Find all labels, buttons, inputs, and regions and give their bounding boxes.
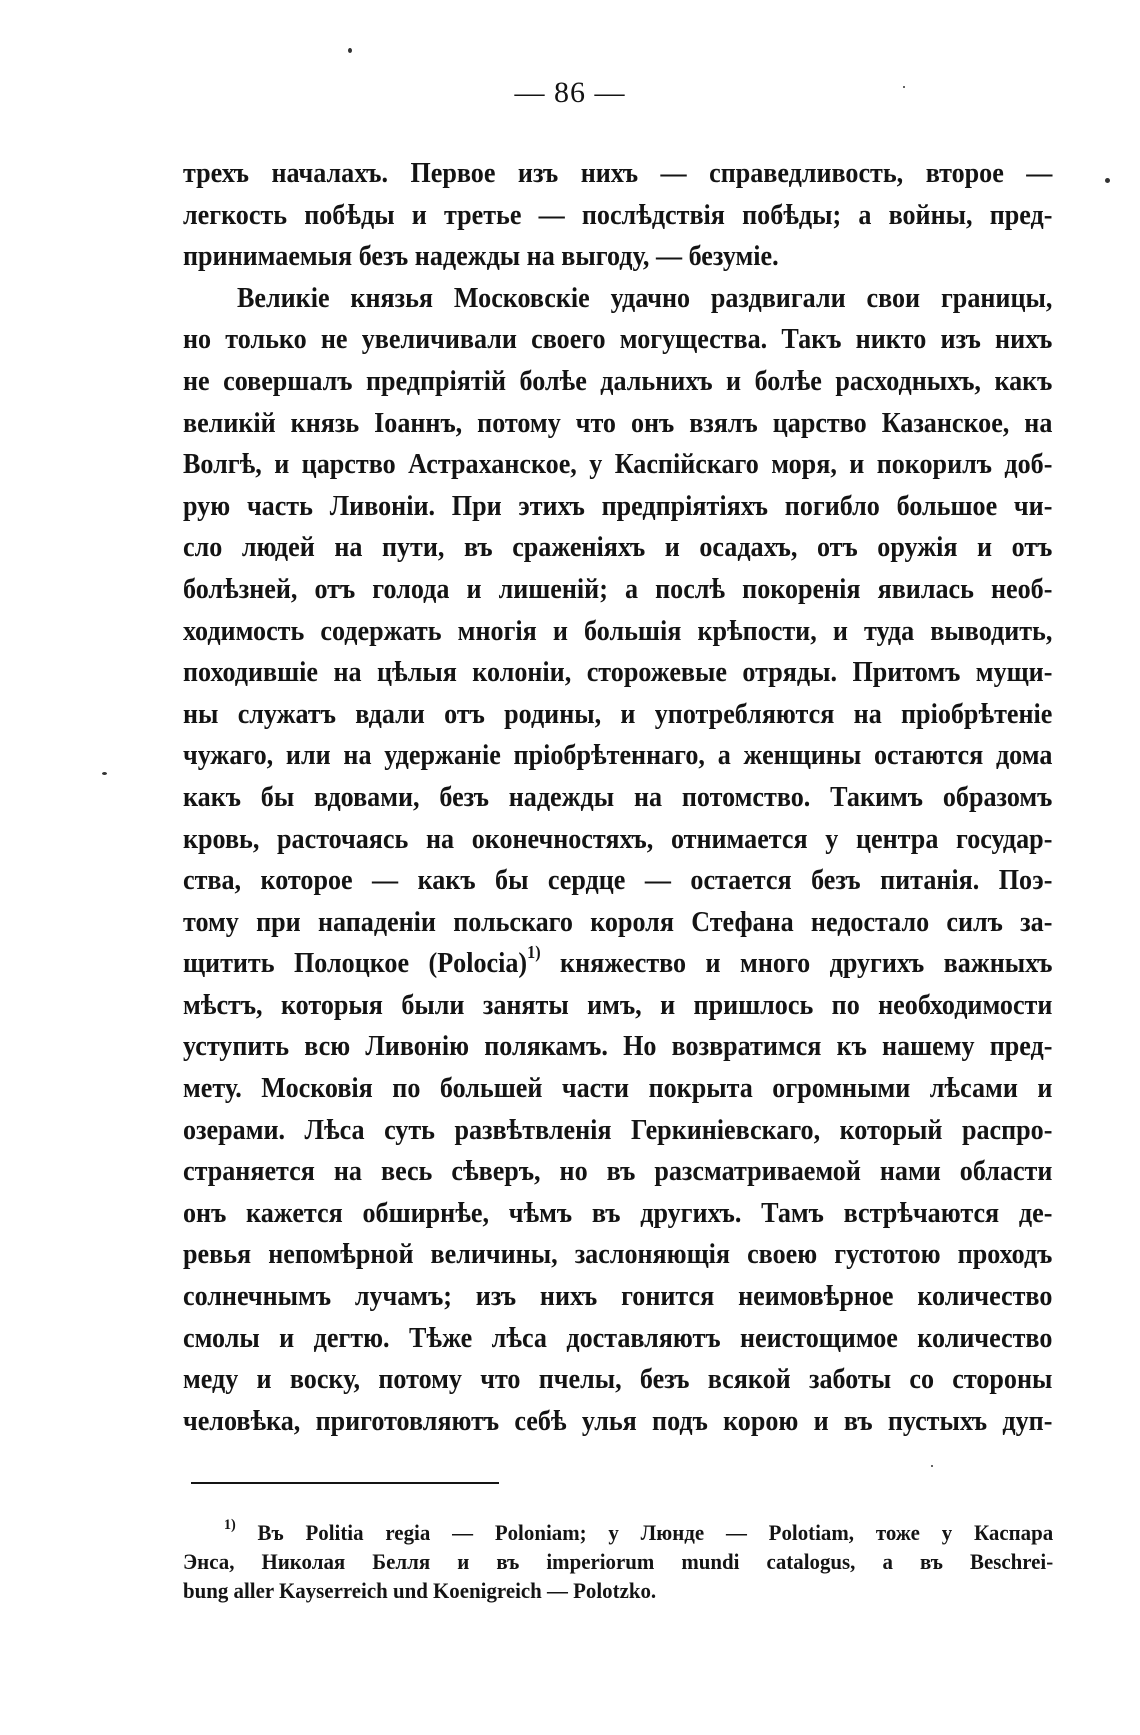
text-line: кровь, расточаясь на оконечностяхъ, отнимается у центра государ- [183, 822, 1053, 855]
print-speck [931, 1465, 933, 1467]
text-line: чужаго, или на удержаніе пріобрѣтеннаго, а женщины остаются дома [183, 739, 1053, 772]
footnotes [183, 1518, 1053, 1605]
text-line: рую часть Ливоніи. При этихъ предпріятіяхъ погибло большое чи- [183, 489, 1053, 522]
footnote-line: bung aller Kayserreich und Koenigreich — Polotzko. [183, 1578, 657, 1603]
text-line: смолы и дегтю. Тѣже лѣса доставляютъ неистощимое количество [183, 1321, 1053, 1354]
text-line: ства, которое — какъ бы сердце — остается безъ питанія. Поэ- [183, 864, 1053, 897]
text-line: ны служатъ вдали отъ родины, и употребляются на пріобрѣтеніе [183, 697, 1053, 730]
text-line: но только не увеличивали своего могущества. Такъ никто изъ нихъ [183, 323, 1053, 356]
footnote-divider [191, 1482, 499, 1484]
footnote-reference[interactable]: 1) [527, 942, 541, 963]
text-line: не совершалъ предпріятій болѣе дальнихъ и болѣе расходныхъ, какъ [183, 364, 1053, 397]
text-line: трехъ началахъ. Первое изъ нихъ — справедливость, второе — [183, 157, 1053, 189]
text-line: походившіе на цѣлыя колоніи, сторожевые отряды. Притомъ мущи- [183, 656, 1053, 689]
text-line: мѣстъ, которыя были заняты имъ, и пришлось по необходимости [183, 988, 1053, 1021]
text-line: болѣзней, отъ голода и лишеній; а послѣ покоренія явилась необ- [183, 572, 1053, 605]
text-line: принимаемыя безъ надежды на выгоду, — безуміе. [183, 240, 779, 273]
print-speck [348, 48, 352, 53]
paragraph-start-line: Великіе князья Московскіе удачно раздвигали свои границы, [237, 281, 1053, 314]
text-line: онъ кажется обширнѣе, чѣмъ въ другихъ. Тамъ встрѣчаются де- [183, 1196, 1053, 1229]
footnote-line: Энса, Николая Белля и въ imperiorum mundi catalogus, а въ Beschrei- [183, 1549, 1054, 1574]
print-speck [1105, 178, 1110, 183]
text-line: мету. Московія по большей части покрыта огромными лѣсами и [183, 1072, 1053, 1105]
text-line: страняется на весь сѣверъ, но въ разсматриваемой нами области [183, 1155, 1053, 1188]
print-speck [903, 86, 905, 88]
print-speck [102, 772, 107, 775]
text-line: ревья непомѣрной величины, заслоняющія своею густотою проходъ [183, 1238, 1053, 1271]
text-line: озерами. Лѣса суть развѣтвленія Геркиніевскаго, который распро- [183, 1113, 1053, 1146]
text-segment: княжество и много другихъ важныхъ [560, 947, 1053, 980]
text-line: легкость побѣды и третье — послѣдствія побѣды; а войны, пред- [183, 198, 1053, 231]
text-line: какъ бы вдовами, безъ надежды на потомство. Такимъ образомъ [183, 780, 1053, 813]
text-line-with-footnote-ref [183, 943, 1052, 985]
text-line: сло людей на пути, въ сраженіяхъ и осадахъ, отъ оружія и отъ [183, 531, 1053, 564]
text-line: ходимость содержать многія и большія крѣпости, и туда выводить, [183, 614, 1053, 647]
text-line: человѣка, приготовляютъ себѣ улья подъ корою и въ пустыхъ дуп- [183, 1404, 1053, 1437]
page-number: — 86 — [514, 76, 626, 109]
text-line: солнечнымъ лучамъ; изъ нихъ гонится неимовѣрное количество [183, 1280, 1053, 1313]
footnote-text: Въ Politia regia — Poloniam; у Люнде — Polotiam, тоже у Каспара [257, 1520, 1054, 1545]
main-text [183, 153, 1053, 1442]
text-line: великій князь Іоаннъ, потому что онъ взялъ царство Казанское, на [183, 406, 1053, 439]
footnote-marker: 1) [223, 1517, 236, 1533]
text-line: тому при нападеніи польскаго короля Стефана недостало силъ за- [183, 905, 1053, 938]
footnote-line [183, 1518, 1053, 1547]
text-line: уступить всю Ливонію полякамъ. Но возвратимся къ нашему пред- [183, 1030, 1053, 1063]
text-line: Волгѣ, и царство Астраханское, у Каспійскаго моря, и покорилъ доб- [183, 448, 1053, 481]
text-line: меду и воску, потому что пчелы, безъ всякой заботы со стороны [183, 1363, 1053, 1396]
text-segment: щитить Полоцкое (Polocia) [183, 947, 528, 980]
